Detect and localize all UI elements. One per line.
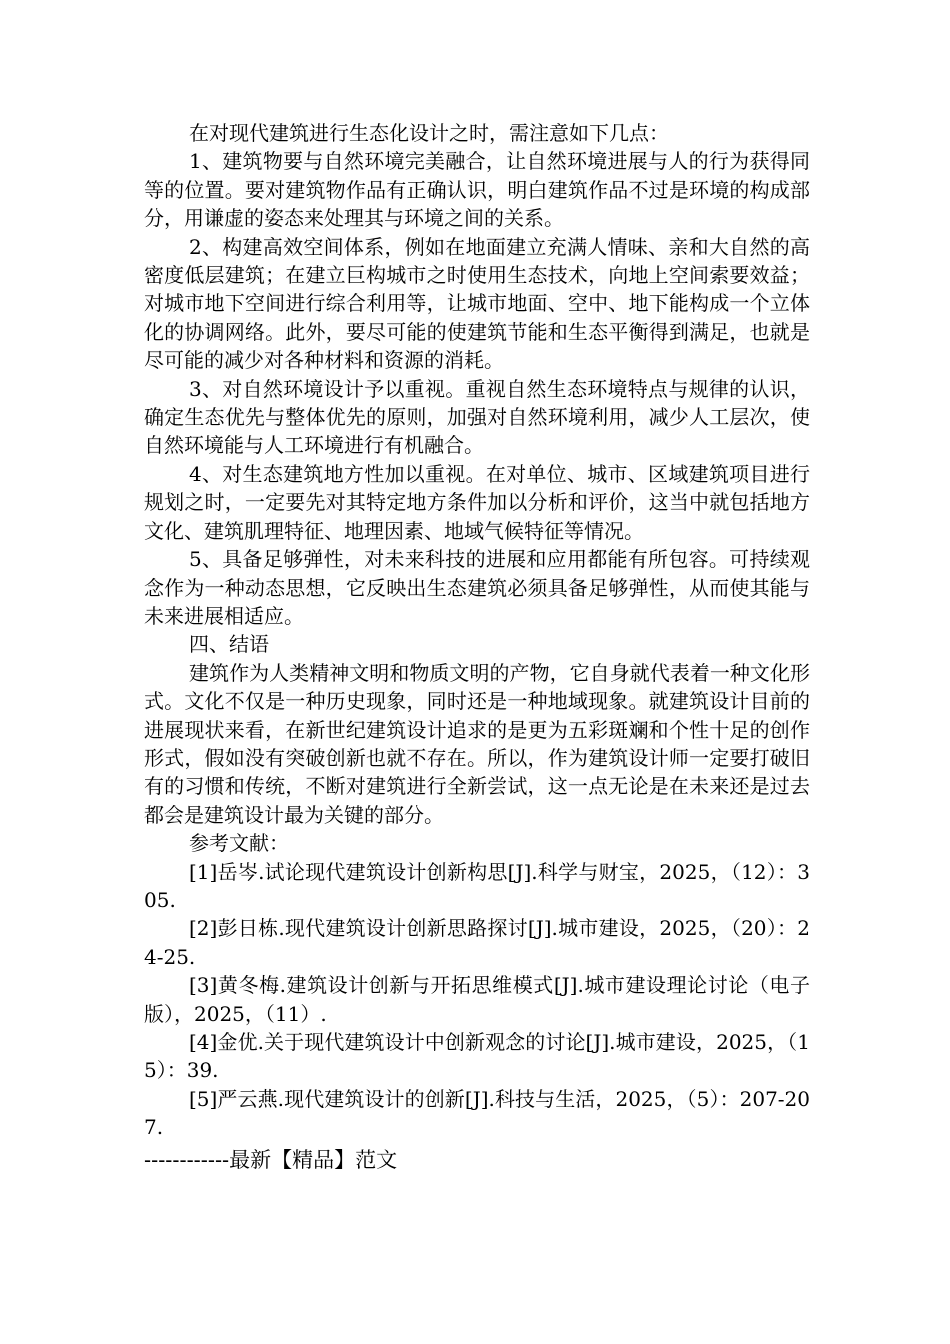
reference-item-3: [3]黄冬梅.建筑设计创新与开拓思维模式[J].城市建设理论讨论（电子版），2025，（11）. [144, 973, 810, 1026]
paragraph-point-4: 4、对生态建筑地方性加以重视。在对单位、城市、区域建筑项目进行规划之时，一定要先对其特定地方条件加以分析和评价，这当中就包括地方文化、建筑肌理特征、地理因素、地域气候特征等情况。 [144, 461, 810, 543]
document-body [144, 119, 810, 1142]
reference-item-4: [4]金优.关于现代建筑设计中创新观念的讨论[J].城市建设，2025，（15）：39. [144, 1030, 810, 1083]
section-heading-conclusion: 四、结语 [189, 632, 269, 657]
paragraph-intro: 在对现代建筑进行生态化设计之时，需注意如下几点： [189, 121, 669, 145]
paragraph-point-5: 5、具备足够弹性，对未来科技的进展和应用都能有所包容。可持续观念作为一种动态思想，它反映出生态建筑必须具备足够弹性，从而使其能与未来进展相适应。 [144, 547, 810, 628]
references-heading: 参考文献： [189, 831, 289, 856]
reference-item-2: [2]彭日栋.现代建筑设计创新思路探讨[J].城市建设，2025，（20）：24-25. [144, 916, 810, 969]
paragraph-conclusion: 建筑作为人类精神文明和物质文明的产物，它自身就代表着一种文化形式。文化不仅是一种历史现象，同时还是一种地域现象。就建筑设计目前的进展现状来看，在新世纪建筑设计追求的是更为五彩斑斓和个性十足的创作形式，假如没有突破创新也就不存在。所以，作为建筑设计师一定要打破旧有的习惯和传统，不断对建筑进行全新尝试，这一点无论是在未来还是过去都会是建筑设计最为关键的部分。 [144, 660, 810, 827]
reference-item-5: [5]严云燕.现代建筑设计的创新[J].科技与生活，2025，（5）：207-207. [144, 1086, 810, 1140]
reference-item-1: [1]岳岑.试论现代建筑设计创新构思[J].科学与财宝，2025，（12）：305. [144, 859, 810, 912]
paragraph-point-1: 1、建筑物要与自然环境完美融合，让自然环境进展与人的行为获得同等的位置。要对建筑物作品有正确认识，明白建筑作品不过是环境的构成部分，用谦虚的姿态来处理其与环境之间的关系。 [144, 149, 810, 231]
paragraph-point-3: 3、对自然环境设计予以重视。重视自然生态环境特点与规律的认识，确定生态优先与整体优先的原则，加强对自然环境利用，减少人工层次，使自然环境能与人工环境进行有机融合。 [144, 376, 810, 458]
paragraph-point-2: 2、构建高效空间体系，例如在地面建立充满人情味、亲和大自然的高密度低层建筑；在建立巨构城市之时使用生态技术，向地上空间索要效益；对城市地下空间进行综合利用等，让城市地面、空中、地下能构成一个立体化的协调网络。此外，要尽可能的使建筑节能和生态平衡得到满足，也就是尽可能的减少对各种材料和资源的消耗。 [144, 234, 810, 373]
page-footer: ------------最新【精品】范文 [144, 1148, 398, 1172]
